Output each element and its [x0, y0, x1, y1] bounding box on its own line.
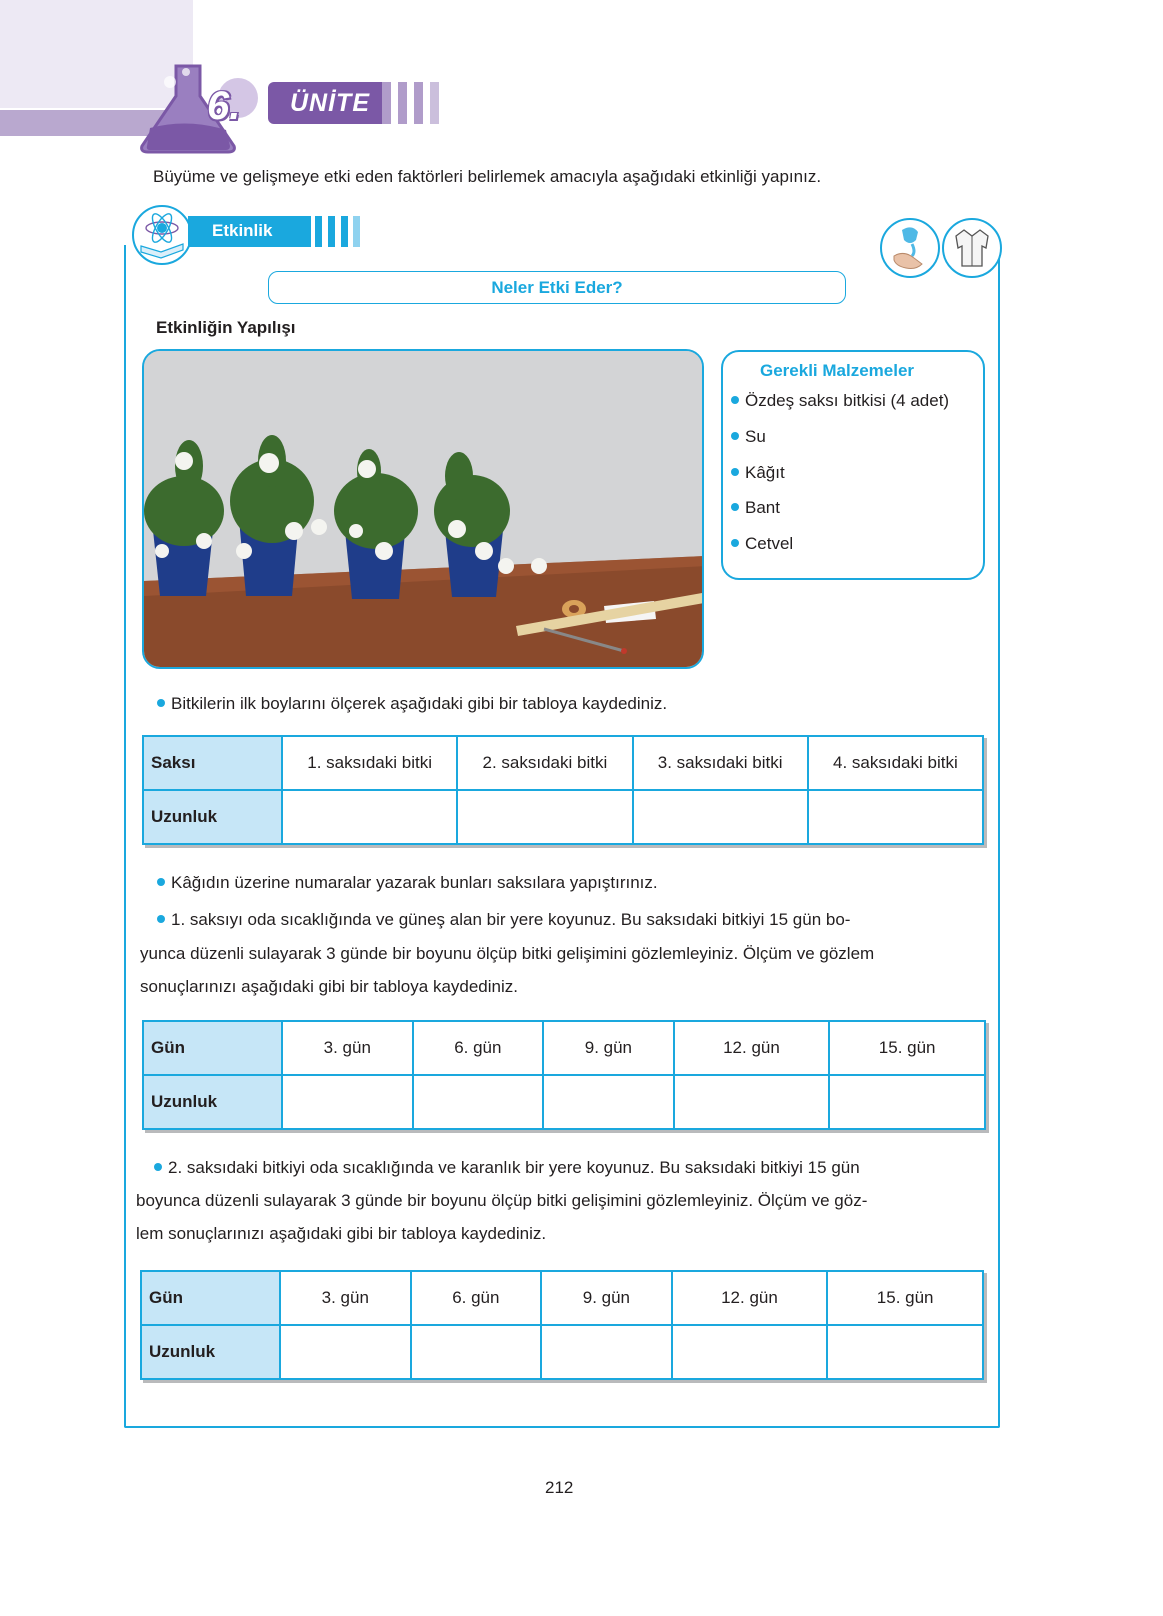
- bullet-icon: [731, 468, 739, 476]
- atom-book-icon: [131, 204, 193, 266]
- table-header-cell: Uzunluk: [143, 1075, 282, 1129]
- table-header-cell: Saksı: [143, 736, 282, 790]
- unit-bar: [414, 82, 423, 124]
- table-cell: 6. gün: [411, 1271, 542, 1325]
- table-cell: 2. saksıdaki bitki: [457, 736, 632, 790]
- table-cell-empty[interactable]: [633, 790, 808, 844]
- unit-bar: [382, 82, 391, 124]
- unit-bar: [430, 82, 439, 124]
- table-cell-empty[interactable]: [541, 1325, 672, 1379]
- material-item: Su: [731, 427, 766, 447]
- activity-tab-label: Etkinlik: [212, 221, 273, 240]
- table-cell-empty[interactable]: [674, 1075, 830, 1129]
- dark-plant-table: [140, 1270, 984, 1380]
- material-item: Bant: [731, 498, 780, 518]
- table-cell-empty[interactable]: [543, 1075, 674, 1129]
- table-cell: 9. gün: [541, 1271, 672, 1325]
- table-cell: 15. gün: [829, 1021, 985, 1075]
- activity-title: Neler Etki Eder?: [268, 271, 846, 304]
- sunlight-plant-table: [142, 1020, 986, 1130]
- activity-bar: [315, 216, 322, 247]
- table-cell-empty[interactable]: [282, 1075, 413, 1129]
- step-4-line: 2. saksıdaki bitkiyi oda sıcaklığında ve karanlık bir yere koyunuz. Bu saksıdaki bitkiyi 15 gün: [154, 1151, 860, 1184]
- table-cell-empty[interactable]: [413, 1075, 544, 1129]
- material-item: Özdeş saksı bitkisi (4 adet): [731, 391, 949, 411]
- step-3-line: yunca düzenli sulayarak 3 günde bir boyunu ölçüp bitki gelişimini gözlemleyiniz. Ölçüm ve gözlem: [140, 944, 875, 963]
- step-3-line: sonuçlarınızı aşağıdaki gibi bir tabloya kaydediniz.: [140, 977, 518, 996]
- activity-bar: [328, 216, 335, 247]
- table-cell: 6. gün: [413, 1021, 544, 1075]
- table-cell: 1. saksıdaki bitki: [282, 736, 457, 790]
- table-row: [143, 736, 983, 790]
- unit-bar: [398, 82, 407, 124]
- table-row: [141, 1271, 983, 1325]
- table-row: [141, 1325, 983, 1379]
- step-1-text: Bitkilerin ilk boylarını ölçerek aşağıdaki gibi bir tabloya kaydediniz.: [157, 687, 667, 720]
- bullet-icon: [157, 699, 165, 707]
- unit-number: 6.: [207, 84, 241, 128]
- materials-title: Gerekli Malzemeler: [760, 361, 915, 380]
- step-4-line: boyunca düzenli sulayarak 3 günde bir boyunu ölçüp bitki gelişimini gözlemleyiniz. Ölçüm ve göz-: [136, 1191, 868, 1210]
- table-header-cell: Uzunluk: [143, 790, 282, 844]
- bullet-icon: [731, 396, 739, 404]
- material-item: Cetvel: [731, 534, 793, 554]
- table-header-cell: Gün: [143, 1021, 282, 1075]
- table-cell: 12. gün: [672, 1271, 828, 1325]
- table-cell-empty[interactable]: [827, 1325, 983, 1379]
- bullet-icon: [157, 878, 165, 886]
- page-number: 212: [545, 1478, 574, 1497]
- intro-text: Büyüme ve gelişmeye etki eden faktörleri belirlemek amacıyla aşağıdaki etkinliği yapınız.: [153, 167, 822, 186]
- initial-length-table: [142, 735, 984, 845]
- activity-bar: [353, 216, 360, 247]
- table-cell: 3. gün: [280, 1271, 411, 1325]
- table-cell-empty[interactable]: [282, 790, 457, 844]
- table-cell-empty[interactable]: [411, 1325, 542, 1379]
- table-header-cell: Gün: [141, 1271, 280, 1325]
- step-2-text: Kâğıdın üzerine numaralar yazarak bunları saksılara yapıştırınız.: [157, 866, 658, 899]
- activity-bar: [341, 216, 348, 247]
- procedure-heading: Etkinliğin Yapılışı: [156, 318, 296, 337]
- flask-icon: [138, 58, 260, 154]
- hand-wash-icon: [880, 218, 940, 278]
- material-item: Kâğıt: [731, 463, 785, 483]
- bullet-icon: [154, 1163, 162, 1171]
- table-row: [143, 790, 983, 844]
- step-4-line: lem sonuçlarınızı aşağıdaki gibi bir tabloya kaydediniz.: [136, 1224, 547, 1243]
- table-cell: 9. gün: [543, 1021, 674, 1075]
- step-3-line: 1. saksıyı oda sıcaklığında ve güneş alan bir yere koyunuz. Bu saksıdaki bitkiyi 15 gün bo-: [157, 903, 850, 936]
- bullet-icon: [731, 539, 739, 547]
- table-cell: 12. gün: [674, 1021, 830, 1075]
- bullet-icon: [731, 432, 739, 440]
- table-header-cell: Uzunluk: [141, 1325, 280, 1379]
- table-cell-empty[interactable]: [808, 790, 983, 844]
- plants-photo: [142, 349, 704, 669]
- table-cell-empty[interactable]: [457, 790, 632, 844]
- table-cell: 15. gün: [827, 1271, 983, 1325]
- table-cell: 3. saksıdaki bitki: [633, 736, 808, 790]
- unit-label: ÜNİTE: [290, 89, 370, 117]
- table-cell-empty[interactable]: [672, 1325, 828, 1379]
- table-cell-empty[interactable]: [280, 1325, 411, 1379]
- table-row: [143, 1021, 985, 1075]
- table-row: [143, 1075, 985, 1129]
- bullet-icon: [157, 915, 165, 923]
- table-cell: 4. saksıdaki bitki: [808, 736, 983, 790]
- table-cell: 3. gün: [282, 1021, 413, 1075]
- bullet-icon: [731, 503, 739, 511]
- table-cell-empty[interactable]: [829, 1075, 985, 1129]
- lab-coat-icon: [942, 218, 1002, 278]
